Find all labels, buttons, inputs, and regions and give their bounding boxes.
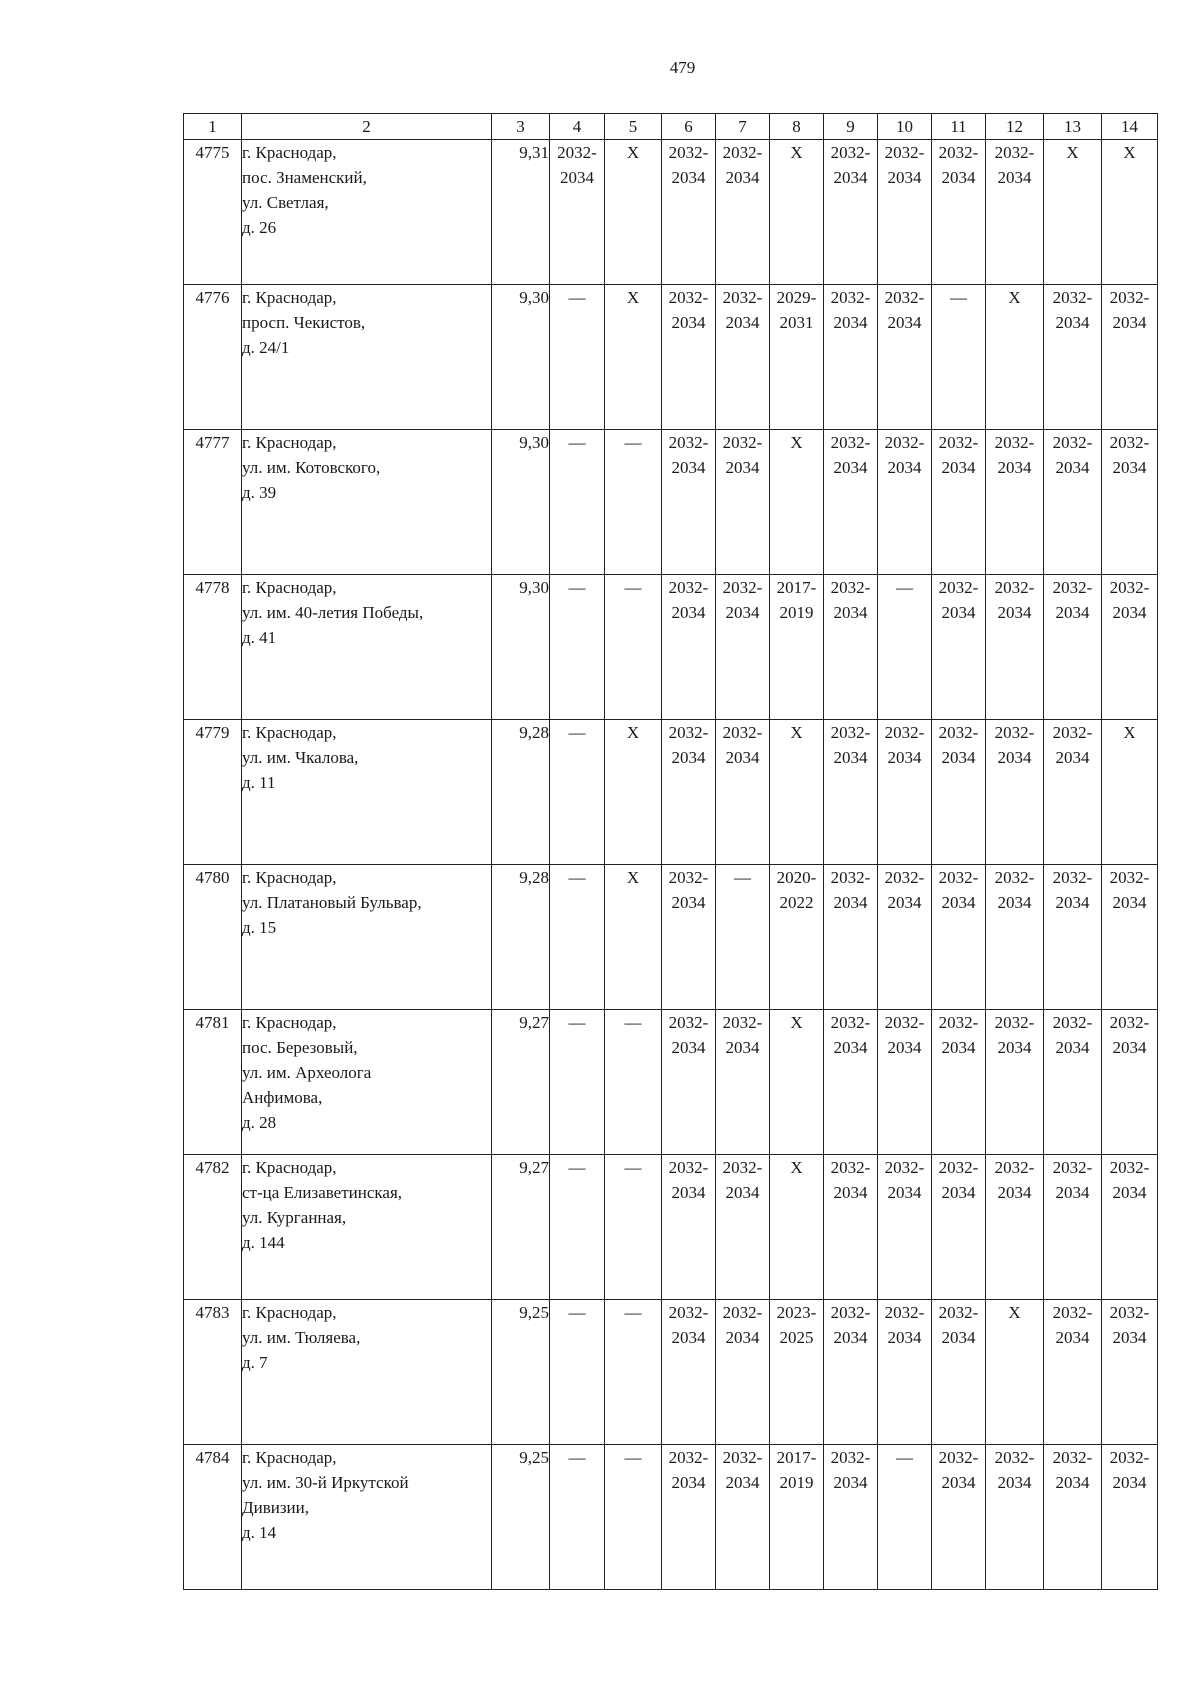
- period-cell: —: [550, 575, 605, 720]
- period-cell: 2032- 2034: [932, 140, 986, 285]
- period-cell: 2032- 2034: [932, 1445, 986, 1590]
- period-cell: —: [550, 285, 605, 430]
- value-cell: 9,31: [492, 140, 550, 285]
- period-cell: Х: [770, 1155, 824, 1300]
- period-cell: 2032- 2034: [878, 1300, 932, 1445]
- period-cell: Х: [605, 720, 662, 865]
- period-cell: 2032- 2034: [986, 430, 1044, 575]
- period-cell: 2032- 2034: [824, 1300, 878, 1445]
- column-header: 4: [550, 114, 605, 140]
- period-cell: 2032- 2034: [1102, 575, 1158, 720]
- table-row: [184, 1300, 1158, 1445]
- period-cell: 2032- 2034: [932, 865, 986, 1010]
- table-row: [184, 720, 1158, 865]
- period-cell: 2032- 2034: [1044, 1300, 1102, 1445]
- period-cell: 2032- 2034: [662, 1010, 716, 1155]
- period-cell: Х: [986, 1300, 1044, 1445]
- column-header: 2: [242, 114, 492, 140]
- column-header: 14: [1102, 114, 1158, 140]
- period-cell: 2032- 2034: [932, 1010, 986, 1155]
- period-cell: 2032- 2034: [824, 1445, 878, 1590]
- period-cell: 2032- 2034: [550, 140, 605, 285]
- period-cell: 2032- 2034: [878, 430, 932, 575]
- period-cell: —: [932, 285, 986, 430]
- table-row: [184, 1445, 1158, 1590]
- period-cell: 2032- 2034: [986, 865, 1044, 1010]
- period-cell: 2032- 2034: [662, 575, 716, 720]
- period-cell: 2032- 2034: [932, 575, 986, 720]
- period-cell: 2029- 2031: [770, 285, 824, 430]
- period-cell: —: [550, 1010, 605, 1155]
- period-cell: Х: [605, 865, 662, 1010]
- period-cell: 2032- 2034: [986, 575, 1044, 720]
- header-row: [184, 114, 1158, 140]
- period-cell: —: [605, 575, 662, 720]
- column-header: 3: [492, 114, 550, 140]
- column-header: 9: [824, 114, 878, 140]
- period-cell: Х: [770, 430, 824, 575]
- period-cell: 2032- 2034: [662, 1445, 716, 1590]
- period-cell: 2032- 2034: [932, 1300, 986, 1445]
- column-header: 6: [662, 114, 716, 140]
- period-cell: 2020- 2022: [770, 865, 824, 1010]
- period-cell: 2032- 2034: [1102, 1155, 1158, 1300]
- period-cell: 2032- 2034: [986, 1010, 1044, 1155]
- period-cell: 2032- 2034: [878, 285, 932, 430]
- table-row: [184, 865, 1158, 1010]
- value-cell: 9,28: [492, 865, 550, 1010]
- period-cell: 2032- 2034: [662, 720, 716, 865]
- period-cell: Х: [770, 1010, 824, 1155]
- period-cell: —: [550, 865, 605, 1010]
- period-cell: Х: [1102, 720, 1158, 865]
- page-number: 479: [669, 58, 696, 77]
- period-cell: 2032- 2034: [1044, 1155, 1102, 1300]
- address-cell: г. Краснодар, ул. им. 40-летия Победы, д. 41: [242, 575, 492, 720]
- period-cell: 2032- 2034: [1044, 865, 1102, 1010]
- period-cell: 2032- 2034: [986, 720, 1044, 865]
- period-cell: 2032- 2034: [878, 865, 932, 1010]
- period-cell: 2032- 2034: [1044, 575, 1102, 720]
- period-cell: 2032- 2034: [716, 1445, 770, 1590]
- address-cell: г. Краснодар, ст-ца Елизаветинская, ул. Курганная, д. 144: [242, 1155, 492, 1300]
- period-cell: 2032- 2034: [878, 720, 932, 865]
- period-cell: Х: [770, 720, 824, 865]
- address-cell: г. Краснодар, просп. Чекистов, д. 24/1: [242, 285, 492, 430]
- period-cell: 2032- 2034: [824, 140, 878, 285]
- period-cell: 2032- 2034: [878, 140, 932, 285]
- period-cell: —: [605, 1155, 662, 1300]
- row-number: 4777: [184, 430, 242, 575]
- period-cell: 2032- 2034: [716, 285, 770, 430]
- period-cell: 2032- 2034: [824, 720, 878, 865]
- period-cell: —: [878, 1445, 932, 1590]
- period-cell: 2032- 2034: [878, 1010, 932, 1155]
- column-header: 8: [770, 114, 824, 140]
- value-cell: 9,25: [492, 1445, 550, 1590]
- period-cell: 2032- 2034: [932, 430, 986, 575]
- table-row: [184, 285, 1158, 430]
- period-cell: 2032- 2034: [1044, 1010, 1102, 1155]
- table-row: [184, 575, 1158, 720]
- period-cell: 2032- 2034: [824, 865, 878, 1010]
- table-row: [184, 1155, 1158, 1300]
- address-cell: г. Краснодар, ул. им. Котовского, д. 39: [242, 430, 492, 575]
- period-cell: —: [878, 575, 932, 720]
- period-cell: —: [716, 865, 770, 1010]
- period-cell: 2032- 2034: [986, 140, 1044, 285]
- period-cell: 2032- 2034: [824, 285, 878, 430]
- value-cell: 9,30: [492, 285, 550, 430]
- row-number: 4781: [184, 1010, 242, 1155]
- value-cell: 9,28: [492, 720, 550, 865]
- address-cell: г. Краснодар, пос. Березовый, ул. им. Археолога Анфимова, д. 28: [242, 1010, 492, 1155]
- column-header: 10: [878, 114, 932, 140]
- period-cell: 2032- 2034: [932, 1155, 986, 1300]
- row-number: 4783: [184, 1300, 242, 1445]
- address-cell: г. Краснодар, ул. Платановый Бульвар, д. 15: [242, 865, 492, 1010]
- row-number: 4775: [184, 140, 242, 285]
- period-cell: 2032- 2034: [662, 285, 716, 430]
- value-cell: 9,27: [492, 1155, 550, 1300]
- period-cell: 2032- 2034: [1102, 1445, 1158, 1590]
- address-cell: г. Краснодар, ул. им. 30-й Иркутской Дивизии, д. 14: [242, 1445, 492, 1590]
- period-cell: 2032- 2034: [1102, 1300, 1158, 1445]
- period-cell: 2032- 2034: [878, 1155, 932, 1300]
- period-cell: 2032- 2034: [1102, 1010, 1158, 1155]
- period-cell: 2032- 2034: [662, 140, 716, 285]
- address-cell: г. Краснодар, пос. Знаменский, ул. Светлая, д. 26: [242, 140, 492, 285]
- address-cell: г. Краснодар, ул. им. Чкалова, д. 11: [242, 720, 492, 865]
- period-cell: 2032- 2034: [662, 1155, 716, 1300]
- period-cell: 2032- 2034: [716, 1155, 770, 1300]
- value-cell: 9,30: [492, 430, 550, 575]
- period-cell: 2032- 2034: [824, 1010, 878, 1155]
- period-cell: 2032- 2034: [986, 1155, 1044, 1300]
- period-cell: 2032- 2034: [986, 1445, 1044, 1590]
- period-cell: 2032- 2034: [1044, 1445, 1102, 1590]
- row-number: 4784: [184, 1445, 242, 1590]
- period-cell: 2032- 2034: [1044, 285, 1102, 430]
- value-cell: 9,30: [492, 575, 550, 720]
- period-cell: 2032- 2034: [1102, 430, 1158, 575]
- period-cell: 2032- 2034: [932, 720, 986, 865]
- column-header: 11: [932, 114, 986, 140]
- period-cell: 2032- 2034: [1102, 285, 1158, 430]
- period-cell: 2032- 2034: [716, 430, 770, 575]
- period-cell: —: [550, 1300, 605, 1445]
- table-row: [184, 1010, 1158, 1155]
- period-cell: Х: [605, 140, 662, 285]
- period-cell: Х: [770, 140, 824, 285]
- period-cell: 2032- 2034: [716, 140, 770, 285]
- period-cell: —: [550, 1155, 605, 1300]
- value-cell: 9,27: [492, 1010, 550, 1155]
- table-row: [184, 430, 1158, 575]
- period-cell: 2032- 2034: [824, 575, 878, 720]
- table-body: [184, 140, 1158, 1590]
- row-number: 4782: [184, 1155, 242, 1300]
- value-cell: 9,25: [492, 1300, 550, 1445]
- period-cell: 2032- 2034: [1102, 865, 1158, 1010]
- column-header: 5: [605, 114, 662, 140]
- period-cell: Х: [1102, 140, 1158, 285]
- period-cell: 2032- 2034: [1044, 430, 1102, 575]
- period-cell: 2032- 2034: [662, 1300, 716, 1445]
- column-header: 12: [986, 114, 1044, 140]
- period-cell: Х: [986, 285, 1044, 430]
- period-cell: 2032- 2034: [662, 430, 716, 575]
- period-cell: 2032- 2034: [716, 1010, 770, 1155]
- column-header: 7: [716, 114, 770, 140]
- period-cell: 2017- 2019: [770, 1445, 824, 1590]
- period-cell: —: [605, 1300, 662, 1445]
- period-cell: 2032- 2034: [824, 1155, 878, 1300]
- period-cell: 2032- 2034: [824, 430, 878, 575]
- period-cell: 2032- 2034: [716, 720, 770, 865]
- period-cell: —: [605, 1445, 662, 1590]
- period-cell: 2032- 2034: [716, 1300, 770, 1445]
- period-cell: Х: [1044, 140, 1102, 285]
- period-cell: 2017- 2019: [770, 575, 824, 720]
- period-cell: Х: [605, 285, 662, 430]
- period-cell: 2032- 2034: [716, 575, 770, 720]
- period-cell: —: [605, 1010, 662, 1155]
- period-cell: 2032- 2034: [662, 865, 716, 1010]
- period-cell: —: [550, 1445, 605, 1590]
- period-cell: —: [550, 720, 605, 865]
- period-cell: 2032- 2034: [1044, 720, 1102, 865]
- address-cell: г. Краснодар, ул. им. Тюляева, д. 7: [242, 1300, 492, 1445]
- row-number: 4779: [184, 720, 242, 865]
- column-header: 1: [184, 114, 242, 140]
- row-number: 4778: [184, 575, 242, 720]
- period-cell: —: [550, 430, 605, 575]
- row-number: 4780: [184, 865, 242, 1010]
- period-cell: 2023- 2025: [770, 1300, 824, 1445]
- register-table: [183, 113, 1158, 1590]
- period-cell: —: [605, 430, 662, 575]
- column-header: 13: [1044, 114, 1102, 140]
- table-row: [184, 140, 1158, 285]
- row-number: 4776: [184, 285, 242, 430]
